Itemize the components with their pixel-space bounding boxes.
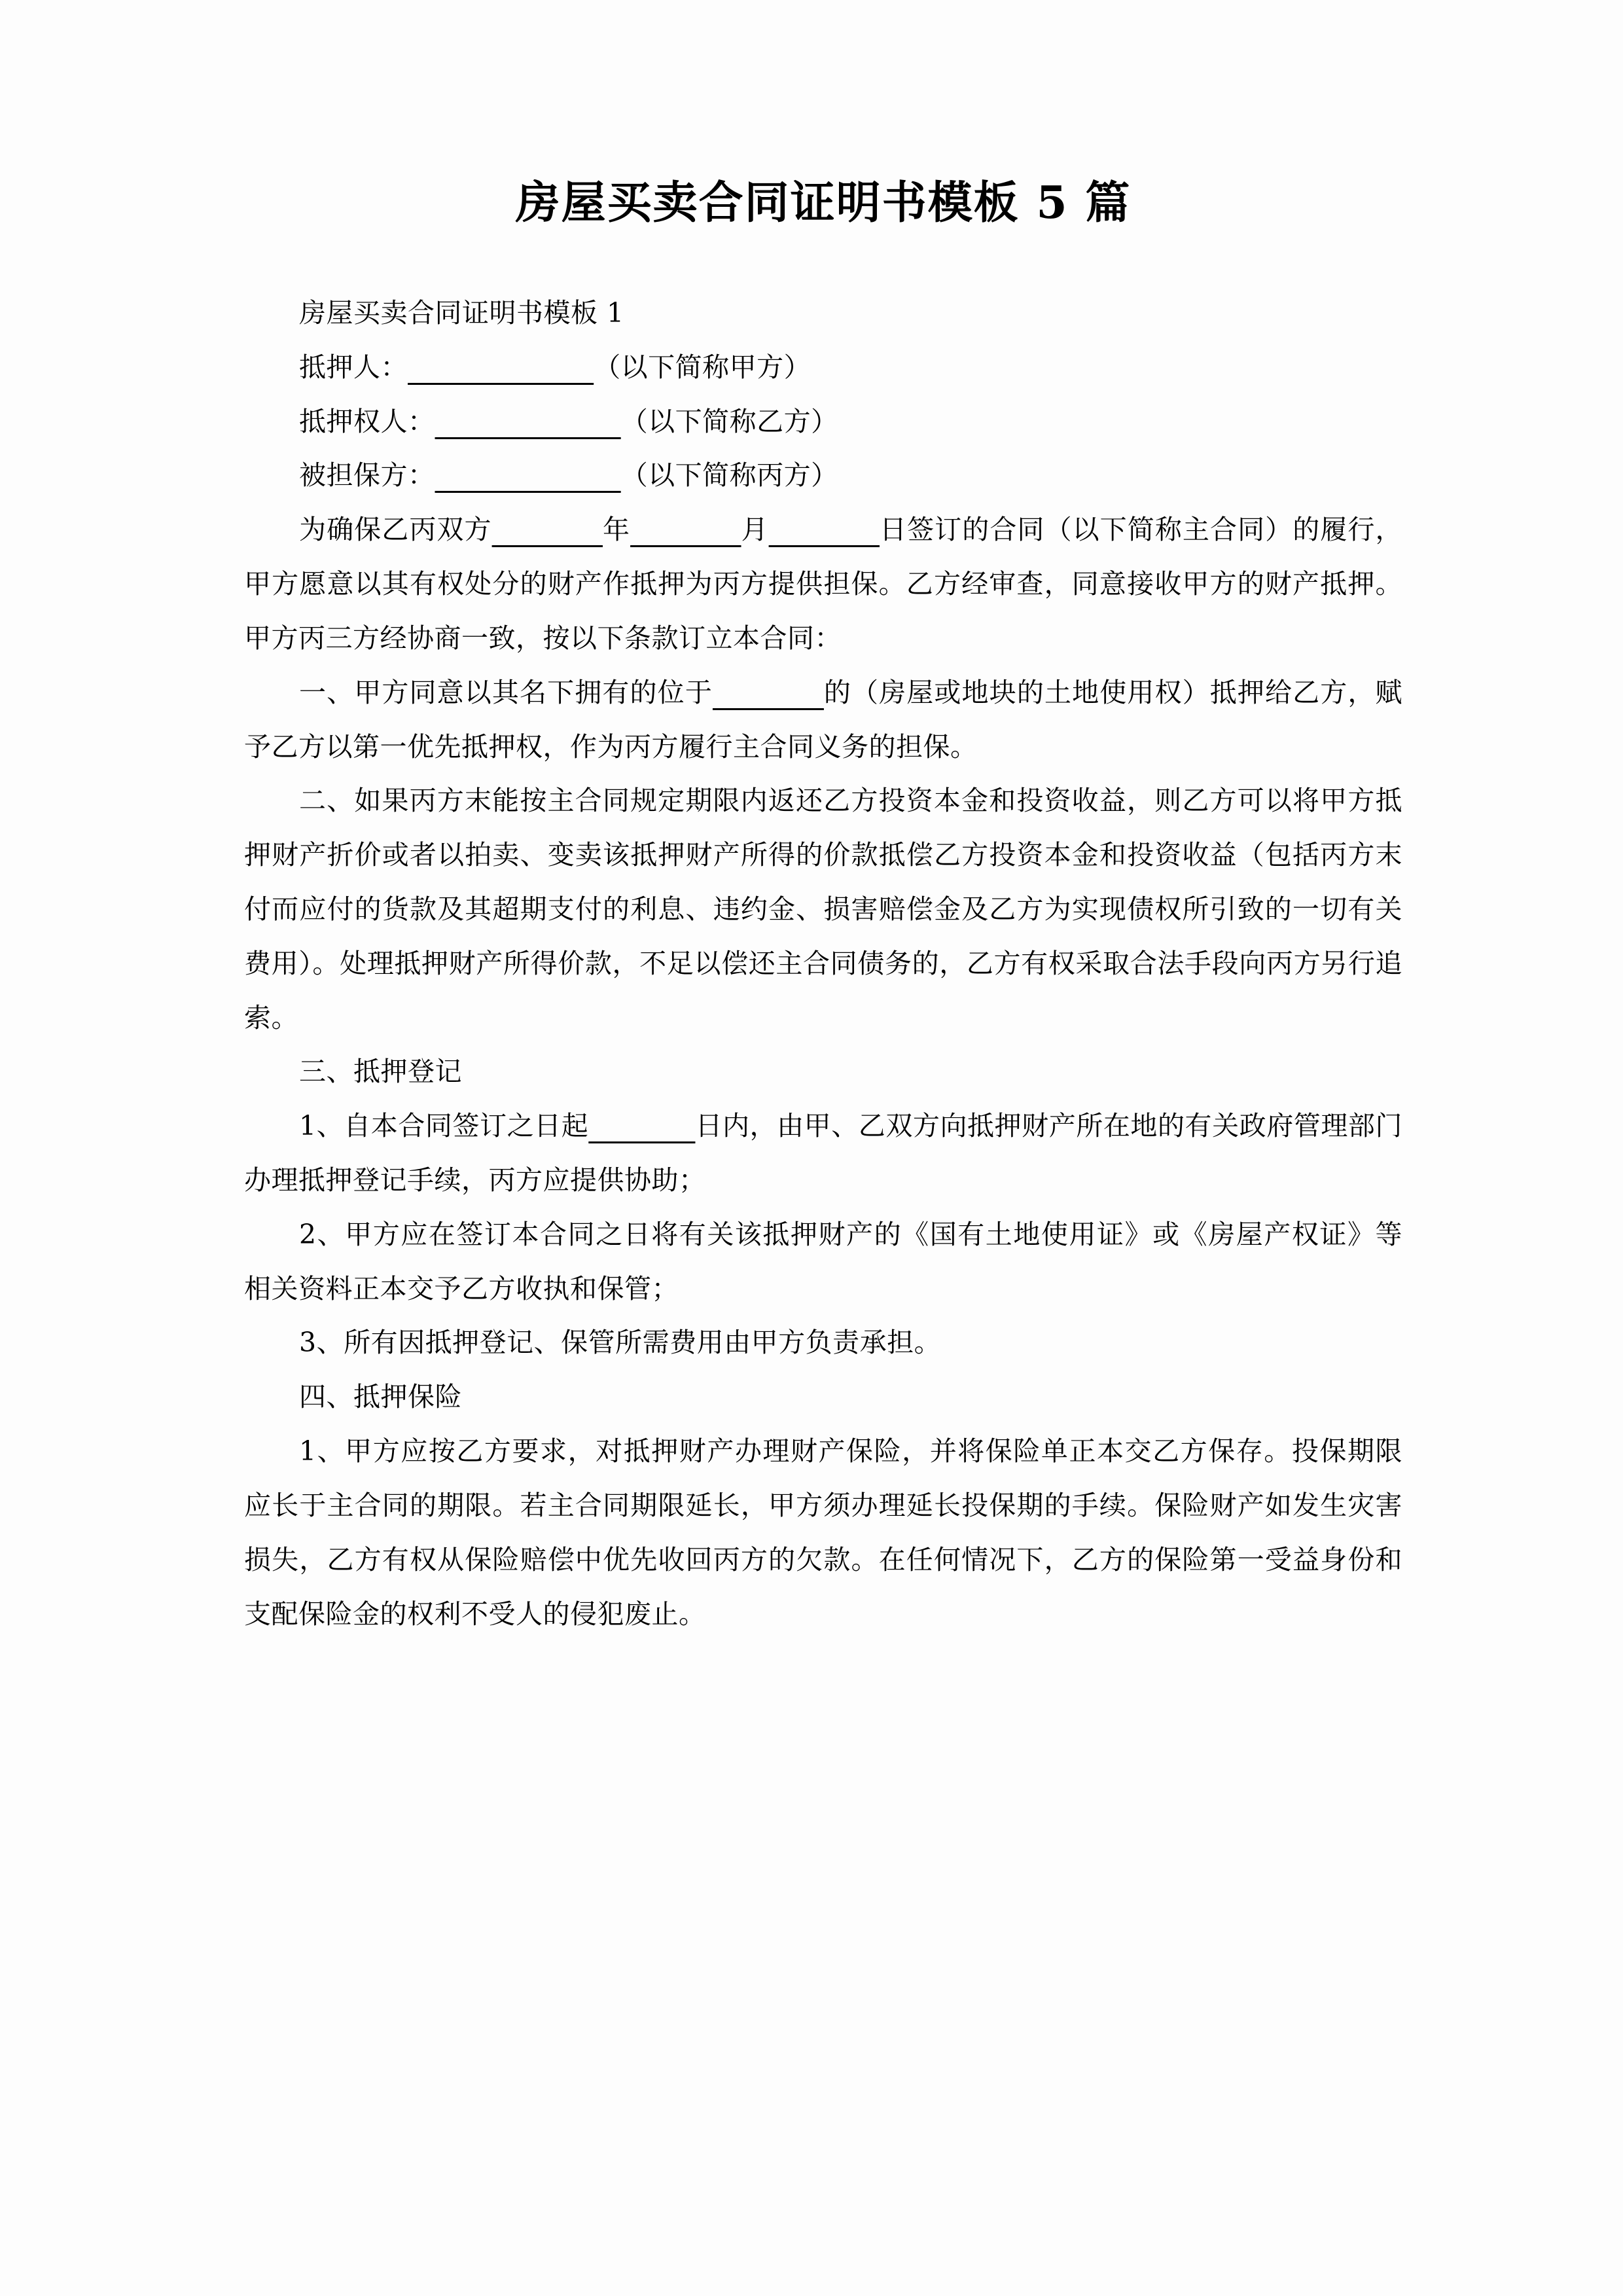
- clause-four-heading: 四、抵押保险: [299, 1381, 462, 1413]
- party-suffix: （以下简称丙方）: [620, 459, 838, 492]
- document-content: [244, 0, 1402, 1641]
- party-line-mortgagee: [244, 395, 1402, 449]
- clause-three-item-1-lead: 1、自本合同签订之日起: [299, 1110, 589, 1142]
- clause-three-item-3: 3、所有因抵押登记、保管所需费用由甲方负责承担。: [299, 1327, 942, 1359]
- party-label: 被担保方：: [299, 459, 435, 492]
- preamble-day-blank[interactable]: [769, 514, 880, 545]
- preamble-year-blank[interactable]: [492, 514, 603, 545]
- party-blank-field[interactable]: [408, 351, 594, 383]
- preamble-paragraph: [244, 503, 1402, 665]
- party-suffix: （以下简称乙方）: [620, 405, 838, 437]
- preamble-month-blank[interactable]: [630, 514, 741, 545]
- preamble-lead: 为确保乙丙双方: [299, 514, 492, 546]
- page-title: 房屋买卖合同证明书模板 5 篇: [515, 177, 1132, 229]
- clause-four-item-1: 1、甲方应按乙方要求，对抵押财产办理财产保险，并将保险单正本交乙方保存。投保期限应长于主合同的期限。若主合同期限延长，甲方须办理延长投保期的手续。保险财产如发生灾害损失，乙方有权从保险赔偿中优先收回丙方的欠款。在任何情况下，乙方的保险第一受益身份和支配保险金的权利不受人的侵犯废止。: [244, 1435, 1402, 1630]
- party-blank-field[interactable]: [435, 406, 621, 437]
- clause-three-item-1: [244, 1099, 1402, 1208]
- preamble-month-unit: 月: [741, 514, 769, 546]
- clause-three-item-1-tail: 日内，由甲、乙双方向抵押财产所在地的有关政府管理部门办理抵押登记手续，丙方应提供协助；: [244, 1110, 1402, 1196]
- preamble-year-unit: 年: [603, 514, 631, 546]
- clause-one-location-blank[interactable]: [713, 677, 824, 708]
- clause-three-item-2: 2、甲方应在签订本合同之日将有关该抵押财产的《国有土地使用证》或《房屋产权证》等相关资料正本交予乙方收执和保管；: [244, 1218, 1402, 1304]
- party-suffix: （以下简称甲方）: [594, 351, 812, 383]
- clause-three-heading: 三、抵押登记: [299, 1056, 462, 1088]
- clause-three-days-blank[interactable]: [588, 1110, 695, 1141]
- document-body: [244, 286, 1402, 1641]
- party-label: 抵押人：: [299, 351, 408, 383]
- clause-one-tail: 的（房屋或地块的土地使用权）抵押给乙方，赋予乙方以第一优先抵押权，作为丙方履行主合同义务的担保。: [244, 676, 1402, 762]
- party-blank-field[interactable]: [435, 459, 621, 491]
- party-line-mortgagor: [244, 340, 1402, 395]
- preamble-tail: 签订的合同（以下简称主合同）的履行，甲方愿意以其有权处分的财产作抵押为丙方提供担保。乙方经审查，同意接收甲方的财产抵押。甲方丙三方经协商一致，按以下条款订立本合同：: [244, 514, 1403, 654]
- clause-one-paragraph: [244, 666, 1402, 774]
- party-line-guaranteed: [244, 448, 1402, 503]
- clause-one-lead: 一、甲方同意以其名下拥有的位于: [299, 676, 713, 708]
- party-label: 抵押权人：: [299, 405, 435, 437]
- clause-two-paragraph: 二、如果丙方末能按主合同规定期限内返还乙方投资本金和投资收益，则乙方可以将甲方抵押财产折价或者以拍卖、变卖该抵押财产所得的价款抵偿乙方投资本金和投资收益（包括丙方末付而应付的货款及其超期支付的利息、违约金、损害赔偿金及乙方为实现债权所引致的一切有关费用）。处理抵押财产所得价款，不足以偿还主合同债务的，乙方有权采取合法手段向丙方另行追索。: [244, 785, 1402, 1033]
- template-subtitle: 房屋买卖合同证明书模板 1: [299, 297, 624, 329]
- preamble-day-unit: 日: [880, 514, 908, 546]
